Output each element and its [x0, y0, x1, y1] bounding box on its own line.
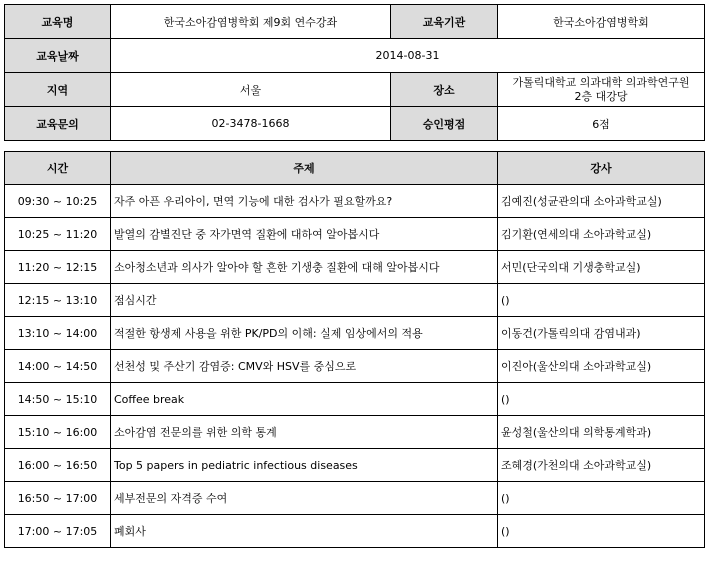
- table-row: [5, 317, 705, 350]
- credit-value: 6점: [498, 107, 705, 141]
- place-label: 장소: [391, 73, 498, 107]
- session-topic: 적절한 항생제 사용을 위한 PK/PD의 이해: 실제 임상에서의 적용: [111, 317, 498, 350]
- schedule-body: [5, 185, 705, 548]
- course-name-value: 한국소아감염병학회 제9회 연수강좌: [111, 5, 391, 39]
- course-info-table: [4, 4, 705, 141]
- session-topic: 선천성 및 주산기 감염증: CMV와 HSV를 중심으로: [111, 350, 498, 383]
- table-row: [5, 350, 705, 383]
- time-column-header: 시간: [5, 152, 111, 185]
- session-speaker: 이진아(울산의대 소아과학교실): [498, 350, 705, 383]
- table-row: [5, 383, 705, 416]
- session-topic: 소아감염 전문의를 위한 의학 통계: [111, 416, 498, 449]
- info-row: [5, 39, 705, 73]
- course-date-value: 2014-08-31: [111, 39, 705, 73]
- session-time: 14:00 ~ 14:50: [5, 350, 111, 383]
- session-speaker: (): [498, 515, 705, 548]
- session-time: 12:15 ~ 13:10: [5, 284, 111, 317]
- table-row: [5, 251, 705, 284]
- course-org-value: 한국소아감염병학회: [498, 5, 705, 39]
- schedule-table: [4, 151, 705, 548]
- session-speaker: (): [498, 284, 705, 317]
- session-speaker: 이동건(가톨릭의대 감염내과): [498, 317, 705, 350]
- info-row: [5, 73, 705, 107]
- course-name-label: 교육명: [5, 5, 111, 39]
- contact-label: 교육문의: [5, 107, 111, 141]
- session-topic: Top 5 papers in pediatric infectious diseases: [111, 449, 498, 482]
- topic-column-header: 주제: [111, 152, 498, 185]
- info-row: [5, 5, 705, 39]
- session-speaker: 서민(단국의대 기생충학교실): [498, 251, 705, 284]
- session-speaker: 조혜경(가천의대 소아과학교실): [498, 449, 705, 482]
- place-line-1: 가톨릭대학교 의과대학 의과학연구원: [512, 75, 690, 89]
- table-row: [5, 416, 705, 449]
- session-topic: Coffee break: [111, 383, 498, 416]
- session-time: 14:50 ~ 15:10: [5, 383, 111, 416]
- session-time: 16:00 ~ 16:50: [5, 449, 111, 482]
- session-time: 09:30 ~ 10:25: [5, 185, 111, 218]
- table-row: [5, 482, 705, 515]
- contact-value: 02-3478-1668: [111, 107, 391, 141]
- course-date-label: 교육날짜: [5, 39, 111, 73]
- session-speaker: 윤성철(울산의대 의학통계학과): [498, 416, 705, 449]
- info-row: [5, 107, 705, 141]
- session-time: 17:00 ~ 17:05: [5, 515, 111, 548]
- session-speaker: (): [498, 482, 705, 515]
- place-line-2: 2층 대강당: [574, 89, 628, 103]
- session-time: 11:20 ~ 12:15: [5, 251, 111, 284]
- table-row: [5, 449, 705, 482]
- table-row: [5, 515, 705, 548]
- session-topic: 점심시간: [111, 284, 498, 317]
- session-topic: 세부전문의 자격증 수여: [111, 482, 498, 515]
- session-speaker: 김예진(성균관의대 소아과학교실): [498, 185, 705, 218]
- credit-label: 승인평점: [391, 107, 498, 141]
- session-time: 16:50 ~ 17:00: [5, 482, 111, 515]
- session-speaker: (): [498, 383, 705, 416]
- session-topic: 발열의 감별진단 중 자가면역 질환에 대하여 알아봅시다: [111, 218, 498, 251]
- speaker-column-header: 강사: [498, 152, 705, 185]
- region-value: 서울: [111, 73, 391, 107]
- session-time: 13:10 ~ 14:00: [5, 317, 111, 350]
- place-value: [498, 73, 705, 107]
- session-topic: 자주 아픈 우리아이, 면역 기능에 대한 검사가 필요할까요?: [111, 185, 498, 218]
- table-row: [5, 185, 705, 218]
- course-org-label: 교육기관: [391, 5, 498, 39]
- session-time: 10:25 ~ 11:20: [5, 218, 111, 251]
- session-topic: 소아청소년과 의사가 알아야 할 흔한 기생충 질환에 대해 알아봅시다: [111, 251, 498, 284]
- table-row: [5, 284, 705, 317]
- session-topic: 폐회사: [111, 515, 498, 548]
- session-speaker: 김기환(연세의대 소아과학교실): [498, 218, 705, 251]
- region-label: 지역: [5, 73, 111, 107]
- table-row: [5, 218, 705, 251]
- session-time: 15:10 ~ 16:00: [5, 416, 111, 449]
- schedule-header-row: [5, 152, 705, 185]
